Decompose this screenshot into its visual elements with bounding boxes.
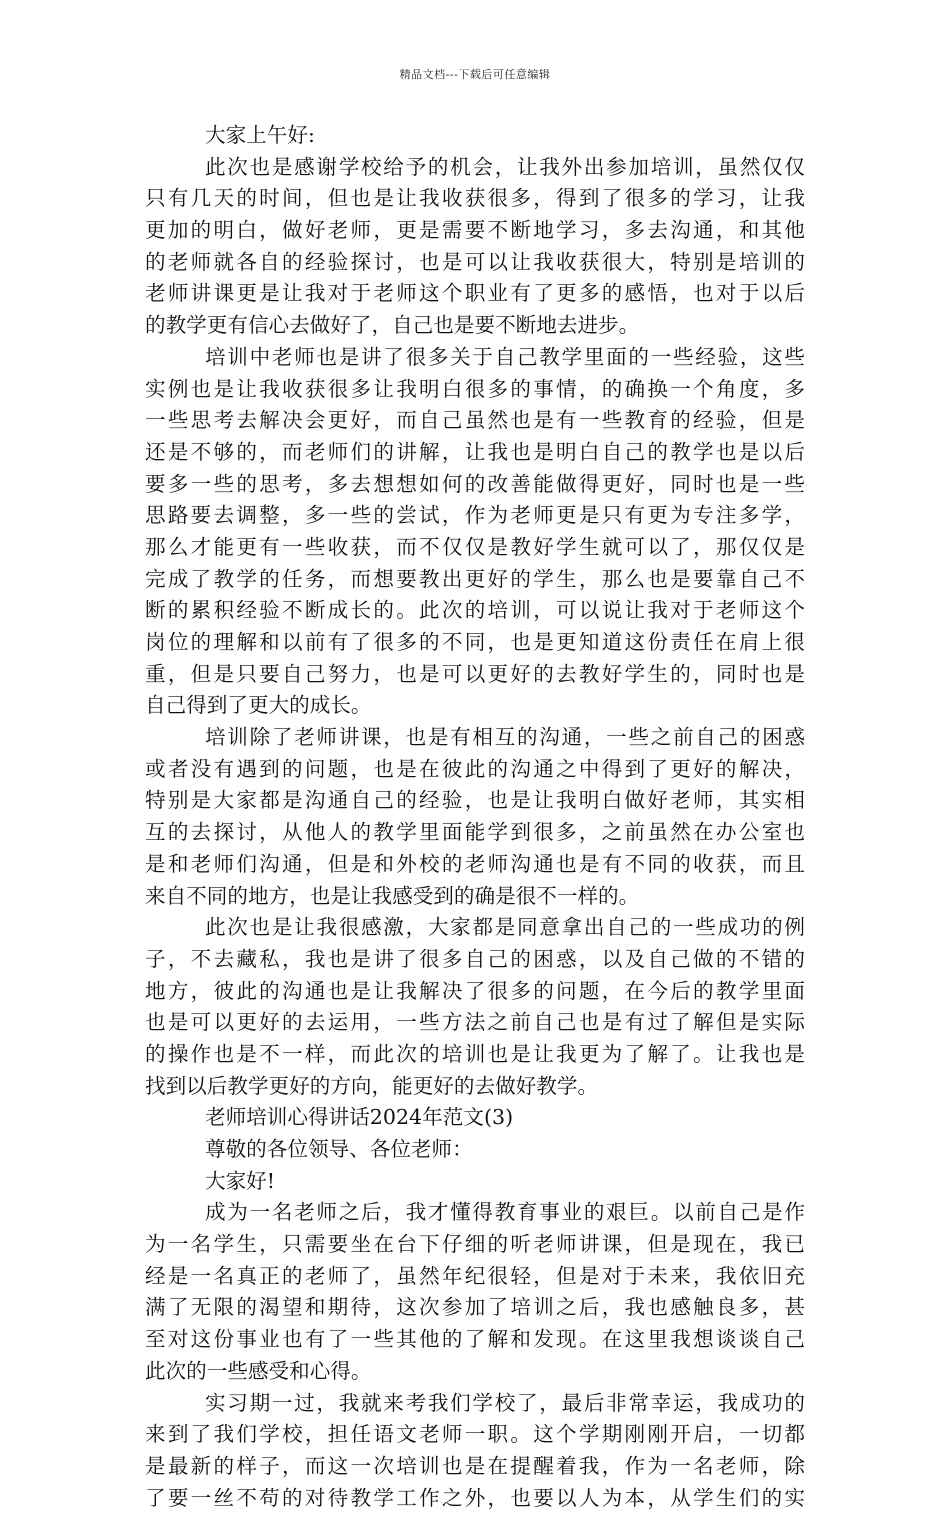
text-line: 的教学更有信心去做好了，自己也是要不断地去进步。 [145, 313, 640, 338]
text-line: 至对这份事业也有了一些其他的了解和发现。在这里我想谈谈自己 [145, 1327, 805, 1352]
text-line: 只有几天的时间，但也是让我收获很多，得到了很多的学习，让我 [145, 186, 805, 211]
text-line: 老师讲课更是让我对于老师这个职业有了更多的感悟，也对于以后 [145, 281, 805, 306]
text-line: 来自不同的地方，也是让我感受到的确是很不一样的。 [145, 883, 640, 908]
text-line: 地方，彼此的沟通也是让我解决了很多的问题，在今后的教学里面 [145, 978, 805, 1003]
text-line: 培训中老师也是讲了很多关于自己教学里面的一些经验，这些 [205, 344, 805, 369]
text-line: 此次也是让我很感激，大家都是同意拿出自己的一些成功的例 [205, 915, 805, 940]
text-line: 的操作也是不一样，而此次的培训也是让我更为了解了。让我也是 [145, 1041, 805, 1066]
text-line: 老师培训心得讲话2024年范文(3) [205, 1105, 514, 1130]
text-line: 完成了教学的任务，而想要教出更好的学生，那么也是要靠自己不 [145, 566, 805, 591]
text-line: 培训除了老师讲课，也是有相互的沟通，一些之前自己的困惑 [205, 725, 805, 750]
text-line: 自己得到了更大的成长。 [145, 693, 372, 718]
document-body [145, 120, 805, 1514]
text-line: 实例也是让我收获很多让我明白很多的事情，的确换一个角度，多 [145, 376, 805, 401]
text-line: 重，但是只要自己努力，也是可以更好的去教好学生的，同时也是 [145, 661, 805, 686]
text-line: 特别是大家都是沟通自己的经验，也是让我明白做好老师，其实相 [145, 788, 805, 813]
text-line: 或者没有遇到的问题，也是在彼此的沟通之中得到了更好的解决， [145, 756, 805, 781]
text-line: 成为一名老师之后，我才懂得教育事业的艰巨。以前自己是作 [205, 1200, 805, 1225]
text-line: 此次也是感谢学校给予的机会，让我外出参加培训，虽然仅仅 [205, 154, 805, 179]
text-line: 要多一些的思考，多去想想如何的改善能做得更好，同时也是一些 [145, 471, 805, 496]
text-line: 大家好! [205, 1168, 276, 1193]
text-line: 还是不够的，而老师们的讲解，让我也是明白自己的教学也是以后 [145, 439, 805, 464]
text-line: 思路要去调整，多一些的尝试，作为老师更是只有更为专注多学， [145, 503, 805, 528]
text-line: 为一名学生，只需要坐在台下仔细的听老师讲课，但是现在，我已 [145, 1232, 805, 1257]
text-line: 尊敬的各位领导、各位老师： [205, 1137, 473, 1161]
text-line: 此次的一些感受和心得。 [145, 1358, 372, 1383]
text-line: 是和老师们沟通，但是和外校的老师沟通也是有不同的收获，而且 [145, 851, 805, 876]
text-line: 岗位的理解和以前有了很多的不同，也是更知道这份责任在肩上很 [145, 630, 805, 654]
text-line: 经是一名真正的老师了，虽然年纪很轻，但是对于未来，我依旧充 [145, 1263, 805, 1288]
text-line: 断的累积经验不断成长的。此次的培训，可以说让我对于老师这个 [145, 598, 805, 623]
text-line: 来到了我们学校，担任语文老师一职。这个学期刚刚开启，一切都 [145, 1422, 805, 1447]
text-line: 是最新的样子，而这一次培训也是在提醒着我，作为一名老师，除 [145, 1453, 805, 1478]
text-line: 更加的明白，做好老师，更是需要不断地学习，多去沟通，和其他 [145, 218, 805, 243]
text-line: 互的去探讨，从他人的教学里面能学到很多，之前虽然在办公室也 [145, 820, 805, 845]
text-line: 满了无限的渴望和期待，这次参加了培训之后，我也感触良多，甚 [145, 1295, 805, 1320]
text-line: 子，不去藏私，我也是讲了很多自己的困惑，以及自己做的不错的 [145, 946, 805, 971]
text-line: 找到以后教学更好的方向，能更好的去做好教学。 [145, 1073, 599, 1098]
text-line: 也是可以更好的去运用，一些方法之前自己也是有过了解但是实际 [145, 1010, 805, 1035]
text-line: 那么才能更有一些收获，而不仅仅是教好学生就可以了，那仅仅是 [145, 534, 805, 559]
text-line: 一些思考去解决会更好，而自己虽然也是有一些教育的经验，但是 [145, 408, 805, 433]
text-line: 的老师就各自的经验探讨，也是可以让我收获很大，特别是培训的 [145, 249, 805, 274]
text-line: 了要一丝不苟的对待教学工作之外，也要以人为本，从学生们的实 [145, 1485, 805, 1510]
text-line: 实习期一过，我就来考我们学校了，最后非常幸运，我成功的 [205, 1390, 805, 1415]
text-line: 大家上午好: [205, 123, 315, 147]
page-header: 精品文档---下载后可任意编辑 [399, 68, 551, 81]
